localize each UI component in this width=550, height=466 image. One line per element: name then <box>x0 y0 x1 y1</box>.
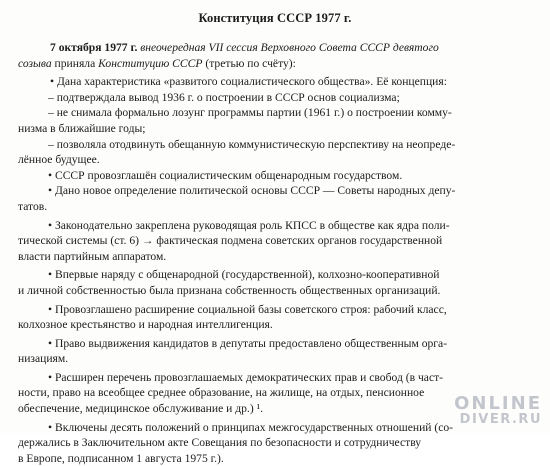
text-line: татов. <box>18 199 48 213</box>
intro-line-1 <box>18 40 540 56</box>
intro-tail: (третью по счёту): <box>205 56 296 70</box>
watermark-line-2: DIVER.RU <box>459 412 542 427</box>
text-line: • Впервые наряду с общенародной (государственной), колхозно-кооперативной <box>48 268 440 282</box>
text-line: • Дана характеристика «развитого социалистического общества». Её концепция: <box>50 75 447 89</box>
text-line: • Дано новое определение политической основы СССР — Советы народных депу- <box>48 184 456 198</box>
text-line: обеспечение, медицинское обслуживание и др.) ¹. <box>18 402 263 416</box>
intro-verb: приняла <box>54 56 96 70</box>
intro-session-b: созыва <box>18 56 52 70</box>
text-line: лённое будущее. <box>18 153 100 167</box>
text-line: • Включены десять положений о принципах межгосударственных отношений (со- <box>48 420 454 434</box>
text-line: низациям. <box>18 352 69 366</box>
text-line: и личной собственностью была признана собственность общественных организаций. <box>18 283 441 297</box>
text-line: • Расширен перечень провозглашаемых демократических прав и свобод (в част- <box>48 370 444 384</box>
intro-constitution: Конституцию СССР <box>98 56 203 70</box>
text-line: – позволяла отодвинуть обещанную коммунистическую перспективу на неопреде- <box>48 137 456 151</box>
text-line: тической системы (ст. 6) → фактическая подмена советских органов государственной <box>18 234 443 248</box>
text-line: • СССР провозглашён социалистическим общенародным государством. <box>48 168 403 182</box>
watermark-line-1: ONLINE <box>454 393 542 414</box>
intro-line-2 <box>18 56 540 72</box>
text-line: держались в Заключительном акте Совещания по безопасности и сотрудничеству <box>18 436 422 450</box>
text-line: низма в ближайшие годы; <box>18 121 146 135</box>
intro-date: 7 октября 1977 г. <box>50 41 138 54</box>
text-line: • Право выдвижения кандидатов в депутаты предоставлено общественным орга- <box>48 336 448 350</box>
text-line: – не снимала формально лозунг программы партии (1961 г.) о построении комму- <box>48 106 452 120</box>
site-watermark <box>454 395 542 427</box>
intro-session-a: внеочередная VII сессия Верховного Совета СССР девятого <box>140 41 439 54</box>
document-title: Конституция СССР 1977 г. <box>198 11 352 25</box>
text-line: • Провозглашено расширение социальной базы советского строя: рабочий класс, <box>48 302 447 316</box>
text-line: власти партийным аппаратом. <box>18 249 167 263</box>
text-line: • Законодательно закреплена руководящая роль КПСС в обществе как ядра поли- <box>48 218 450 232</box>
text-line: ности, право на всеобщее среднее образование, на жилище, на отдых, пенсионное <box>18 386 425 400</box>
text-line: в Европе, подписанном 1 августа 1975 г.). <box>18 451 224 465</box>
text-line: – подтверждала вывод 1936 г. о построении в СССР основ социализма; <box>48 90 400 104</box>
text-line: колхозное крестьянство и народная интеллигенция. <box>18 318 273 332</box>
